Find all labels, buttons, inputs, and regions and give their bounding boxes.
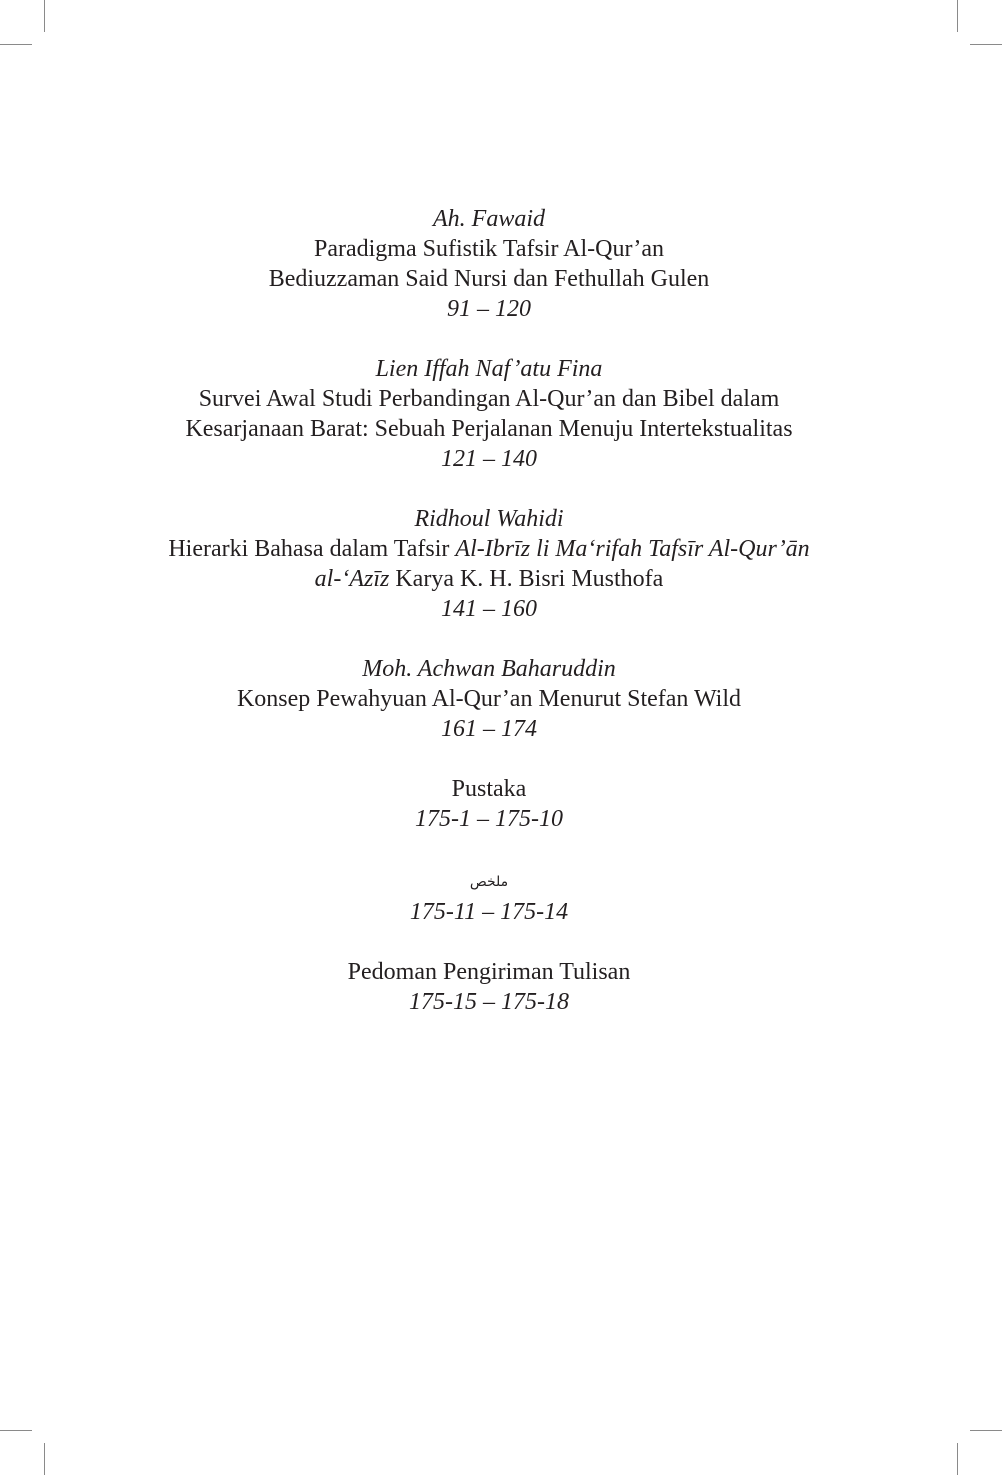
entry-title-italic: al-‘Azīz: [314, 566, 390, 592]
toc-entry-mulakhas: [0, 864, 978, 927]
entry-author: Lien Iffah Naf’atu Fina: [375, 356, 603, 382]
entry-pages: 175-1 – 175-10: [415, 806, 563, 832]
entry-title-suffix: Karya K. H. Bisri Musthofa: [389, 566, 664, 592]
toc-entry-baharuddin: [0, 654, 978, 744]
crop-mark-top-left-vertical: [44, 0, 45, 32]
table-of-contents: [0, 204, 978, 1047]
toc-entry-pedoman: [0, 957, 978, 1017]
entry-title-line: Kesarjanaan Barat: Sebuah Perjalanan Menuju Intertekstualitas: [185, 416, 793, 442]
entry-title-line: Survei Awal Studi Perbandingan Al-Qur’an dan Bibel dalam: [198, 386, 780, 412]
entry-pages: 161 – 174: [441, 716, 537, 742]
entry-title-italic: Al-Ibrīz li Ma‘rifah Tafsīr Al-Qur’ān: [455, 536, 810, 562]
crop-mark-bottom-left-horizontal: [0, 1430, 32, 1431]
crop-mark-bottom-right-vertical: [957, 1443, 958, 1475]
entry-author: Ridhoul Wahidi: [414, 506, 564, 532]
entry-arabic-title: ملخص: [469, 874, 509, 890]
entry-title-prefix: Hierarki Bahasa dalam Tafsir: [168, 536, 456, 562]
entry-title-line: [0, 864, 978, 897]
entry-pages: 175-11 – 175-14: [409, 899, 569, 925]
crop-mark-top-right-horizontal: [970, 44, 1002, 45]
entry-pages: 121 – 140: [441, 446, 537, 472]
crop-mark-bottom-right-horizontal: [970, 1430, 1002, 1431]
entry-pages: 91 – 120: [447, 296, 531, 322]
entry-pages: 141 – 160: [441, 596, 537, 622]
crop-mark-top-right-vertical: [957, 0, 958, 32]
entry-title-line: Paradigma Sufistik Tafsir Al-Qur’an: [313, 236, 665, 262]
entry-title-line: Konsep Pewahyuan Al-Qur’an Menurut Stefan Wild: [236, 686, 742, 712]
toc-entry-wahidi: [0, 504, 978, 624]
toc-entry-fina: [0, 354, 978, 474]
entry-title-line: [0, 564, 978, 594]
crop-mark-top-left-horizontal: [0, 44, 32, 45]
crop-mark-bottom-left-vertical: [44, 1443, 45, 1475]
entry-title-line: Pustaka: [451, 776, 527, 802]
toc-entry-fawaid: [0, 204, 978, 324]
entry-author: Moh. Achwan Baharuddin: [362, 656, 616, 682]
toc-entry-pustaka: [0, 774, 978, 834]
entry-title-line: [0, 534, 978, 564]
entry-author: Ah. Fawaid: [433, 206, 545, 232]
entry-title-line: Bediuzzaman Said Nursi dan Fethullah Gulen: [268, 266, 710, 292]
entry-title-line: Pedoman Pengiriman Tulisan: [347, 959, 631, 985]
entry-pages: 175-15 – 175-18: [409, 989, 569, 1015]
